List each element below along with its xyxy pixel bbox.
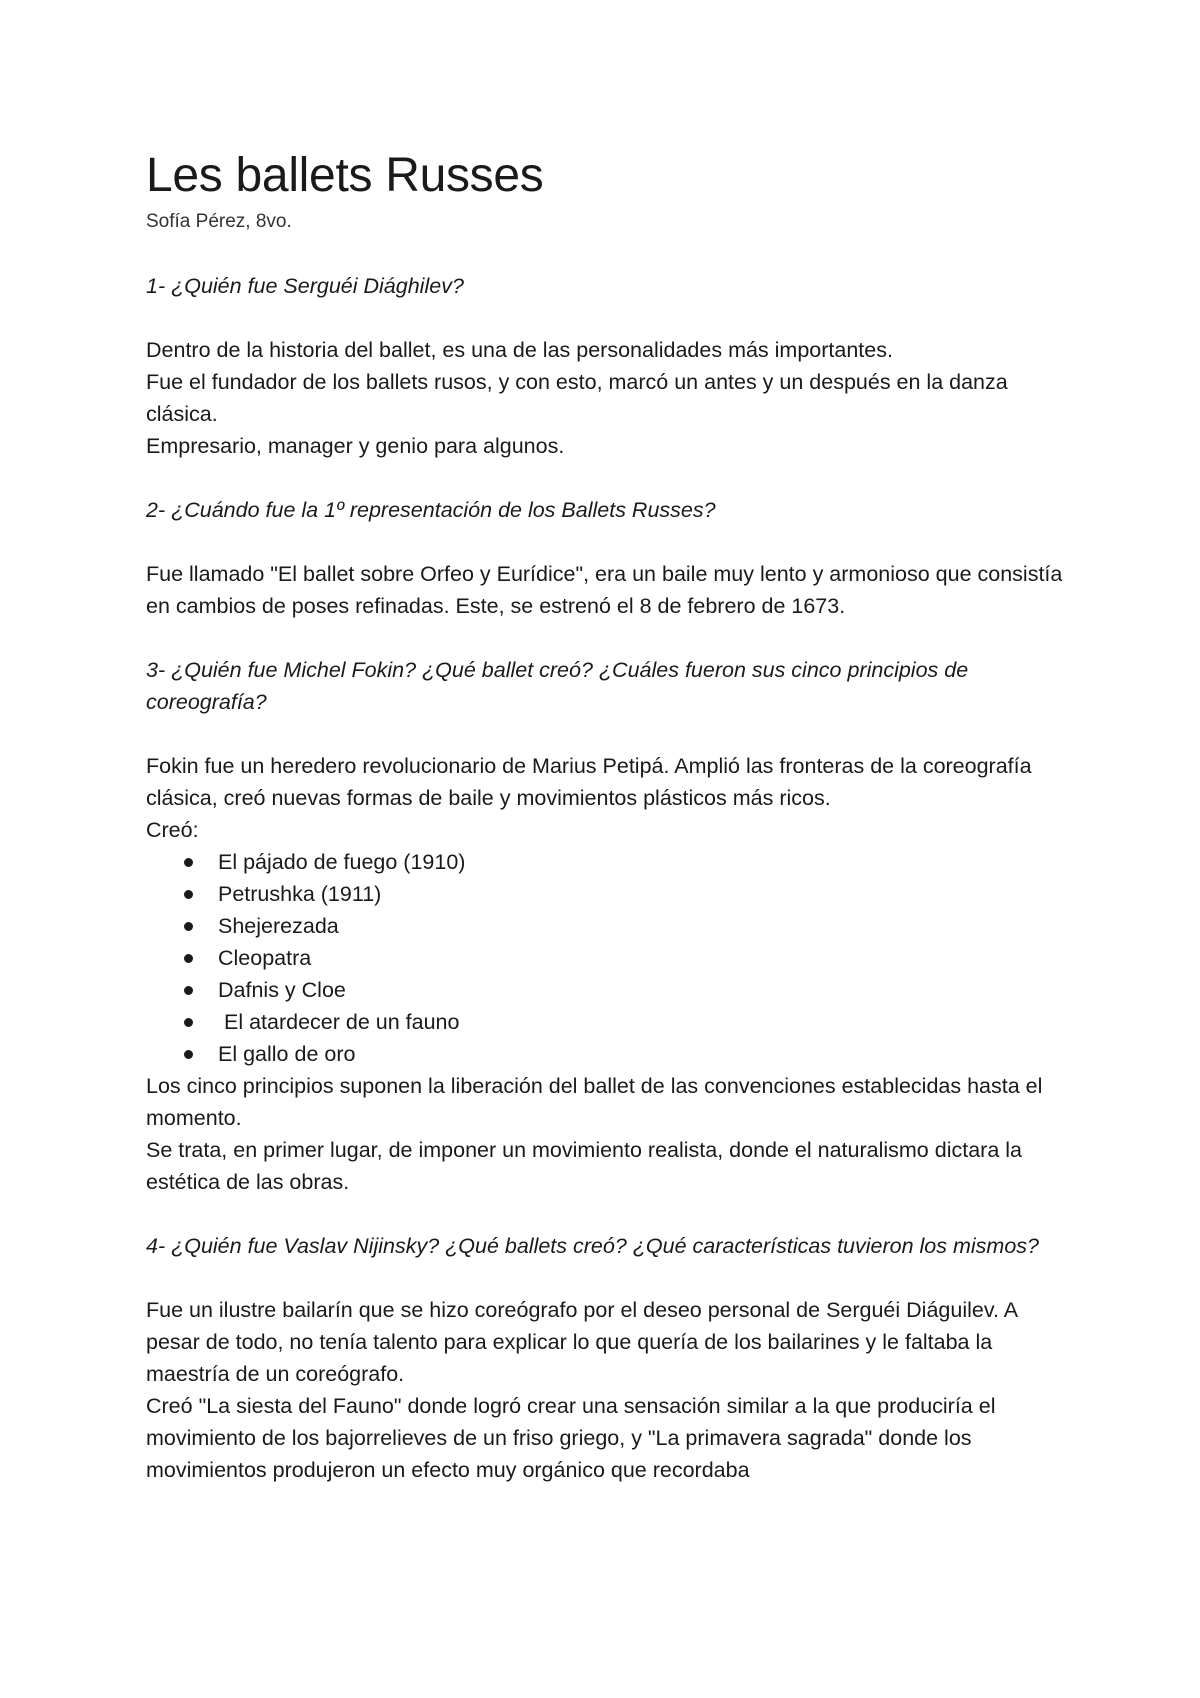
answer-3-created-label: Creó: [146, 818, 199, 842]
document-page [146, 146, 1076, 1486]
answer-1-line-3: Empresario, manager y genio para algunos. [146, 434, 565, 458]
spacer [146, 302, 1076, 334]
answer-3-principles-2: Se trata, en primer lugar, de imponer un movimiento realista, donde el naturalismo dictara la estética de las obras. [146, 1138, 1022, 1194]
document-title: Les ballets Russes [146, 149, 544, 202]
list-item [184, 1006, 1076, 1038]
spacer [146, 1198, 1076, 1230]
work-title: El atardecer de un fauno [218, 1010, 460, 1034]
spacer [146, 238, 1076, 270]
bullet-icon [184, 922, 193, 931]
list-item [184, 846, 1076, 878]
list-item [184, 1038, 1076, 1070]
answer-3-intro: Fokin fue un heredero revolucionario de Marius Petipá. Amplió las fronteras de la coreografía clásica, creó nuevas formas de baile y movimientos plásticos más ricos. [146, 754, 1032, 810]
bullet-icon [184, 954, 193, 963]
work-title: Shejerezada [218, 914, 339, 938]
work-title: El pájado de fuego (1910) [218, 850, 466, 874]
bullet-icon [184, 1050, 193, 1059]
work-title: Petrushka (1911) [218, 882, 382, 906]
list-item [184, 942, 1076, 974]
author-line: Sofía Pérez, 8vo. [146, 211, 292, 232]
spacer [146, 1262, 1076, 1294]
answer-4-part-1: Fue un ilustre bailarín que se hizo coreógrafo por el deseo personal de Serguéi Diáguilev. A pesar de todo, no tenía talento para explicar lo que quería de los bailarines y le faltaba la maestría de un coreógrafo. [146, 1298, 1017, 1386]
works-list [146, 846, 1076, 1070]
question-1: 1- ¿Quién fue Serguéi Diághilev? [146, 274, 464, 298]
list-item [184, 974, 1076, 1006]
work-title: Dafnis y Cloe [218, 978, 346, 1002]
question-4: 4- ¿Quién fue Vaslav Nijinsky? ¿Qué ballets creó? ¿Qué características tuvieron los mismos? [146, 1234, 1039, 1258]
bullet-icon [184, 858, 193, 867]
answer-2: Fue llamado "El ballet sobre Orfeo y Eurídice", era un baile muy lento y armonioso que consistía en cambios de poses refinadas. Este, se estrenó el 8 de febrero de 1673. [146, 562, 1063, 618]
answer-1-line-1: Dentro de la historia del ballet, es una de las personalidades más importantes. [146, 338, 893, 362]
answer-1-line-2: Fue el fundador de los ballets rusos, y con esto, marcó un antes y un después en la danza clásica. [146, 370, 1008, 426]
bullet-icon [184, 1018, 193, 1027]
bullet-icon [184, 890, 193, 899]
answer-4-part-2: Creó "La siesta del Fauno" donde logró crear una sensación similar a la que produciría el movimiento de los bajorrelieves de un friso griego, y "La primavera sagrada" donde los movimientos produjeron un efecto muy orgánico que recordaba [146, 1394, 996, 1482]
answer-3-principles-1: Los cinco principios suponen la liberación del ballet de las convenciones establecidas hasta el momento. [146, 1074, 1043, 1130]
spacer [146, 622, 1076, 654]
work-title: El gallo de oro [218, 1042, 356, 1066]
work-title: Cleopatra [218, 946, 312, 970]
question-2: 2- ¿Cuándo fue la 1º representación de los Ballets Russes? [146, 498, 716, 522]
list-item [184, 878, 1076, 910]
spacer [146, 462, 1076, 494]
spacer [146, 526, 1076, 558]
bullet-icon [184, 986, 193, 995]
list-item [184, 910, 1076, 942]
spacer [146, 718, 1076, 750]
question-3: 3- ¿Quién fue Michel Fokin? ¿Qué ballet creó? ¿Cuáles fueron sus cinco principios de coreografía? [146, 658, 969, 714]
